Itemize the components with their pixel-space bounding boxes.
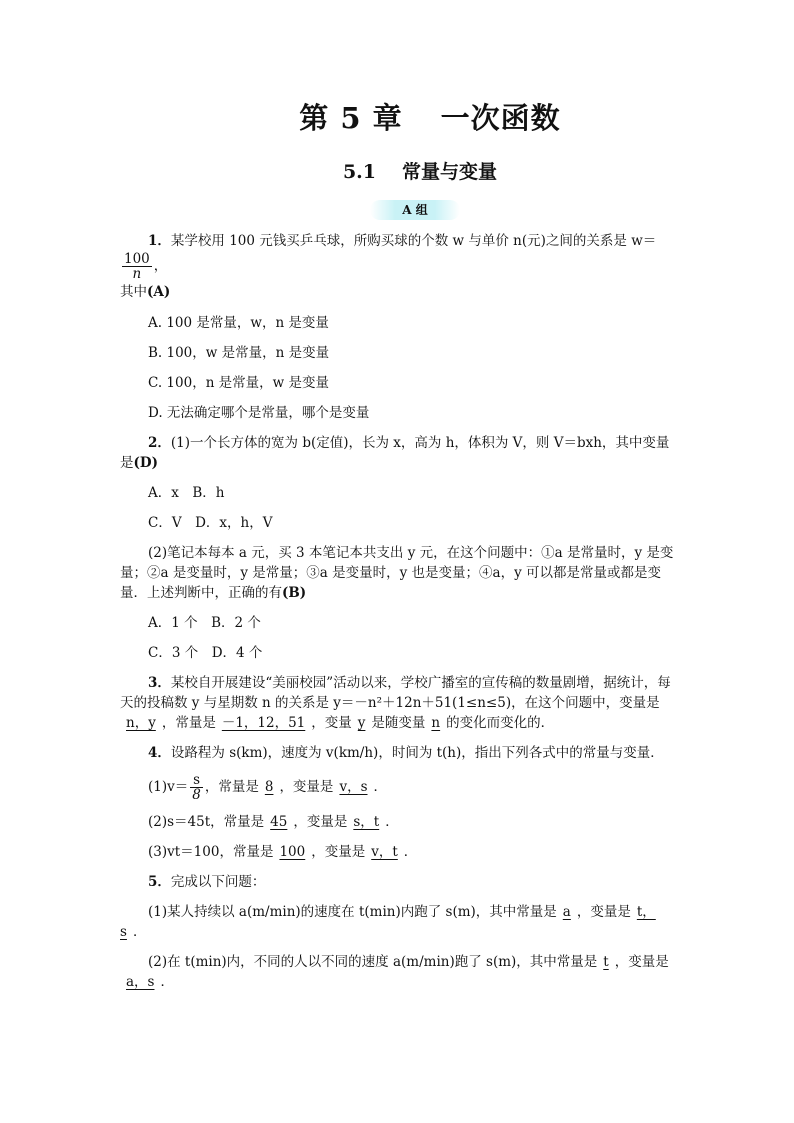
question-number: 3． [148,675,171,691]
option-row: A．1 个 B．2 个 [148,615,261,631]
answer-blank: －1，12，51 [221,715,306,731]
fraction-denominator: 8 [192,787,201,803]
question-4-part-1 [120,773,680,802]
fraction-denominator: n [132,266,142,282]
question-text: (1)某人持续以 a(m/min)的速度在 t(min)内跑了 s(m)，其中常量是 [148,904,557,920]
question-5 [120,872,680,892]
option-d: D. 无法确定哪个是常量，哪个是变量 [148,405,370,421]
question-text: (1)一个长方体的宽为 b(定值)，长为 x，高为 h，体积为 V，则 V＝bxh，其中变量是 [120,435,670,471]
option-row: C．3 个 D．4 个 [148,645,263,661]
question-text: 设路程为 s(km)，速度为 v(km/h)，时间为 t(h)，指出下列各式中的常量与变量． [170,745,664,761]
option-row: A．x B．h [148,485,225,501]
question-text: ． [132,924,147,940]
question-text: (3)vt＝100，常量是 [148,844,274,860]
fraction [190,773,203,802]
chapter-number: 第 5 章 [299,101,403,135]
question-number: 1． [148,233,171,249]
answer-blank: 45 [270,814,288,830]
section-number: 5.1 [342,161,377,183]
question-3 [120,673,680,733]
question-text: ． [373,779,387,795]
fraction [122,252,152,281]
question-number: 5． [148,874,171,890]
question-text: 的变化而变化的． [446,715,555,731]
question-number: 4． [148,745,171,761]
question-text: (2)笔记本每本 a 元，买 3 本笔记本共支出 y 元，在这个问题中：①a 是常量时，y 是变量；②a 是变量时，y 是常量；③a 是变量时，y 也是变量；④a，y 可以都是常量或都是变量．上述判断中，正确的有 [120,545,674,601]
question-text: ，变量是 [614,954,669,970]
question-text: ． [160,974,174,990]
question-text: (2)在 t(min)内，不同的人以不同的速度 a(m/min)跑了 s(m)，其中常量是 [148,954,598,970]
question-text: 某学校用 100 元钱买乒乓球，所购买球的个数 w 与单价 n(元)之间的关系是 w＝ [170,233,657,249]
answer-blank: t [603,954,609,970]
fraction-numerator: 100 [124,251,150,267]
question-text: ，变量是 [293,814,348,830]
option-c: C. 100，n 是常量，w 是变量 [148,375,330,391]
question-text: 某校自开展建设“美丽校园”活动以来，学校广播室的宣传稿的数量剧增，据统计，每天的投稿数 y 与星期数 n 的关系是 y＝－n²＋12n＋51(1≤n≤5)，在这个问题中，变量是 [120,675,671,711]
option-row: C．V D．x，h，V [148,515,273,531]
question-text: 是随变量 [371,715,426,731]
answer-blank: n [431,715,441,731]
question-text: ，变量是 [279,779,334,795]
question-text: 完成以下问题： [170,874,266,890]
question-2-part-1 [120,433,680,473]
question-2-part-2 [120,543,680,603]
question-text: ， [153,258,168,274]
question-4-part-2 [120,812,680,832]
answer-blank: 100 [279,844,306,860]
question-text: 其中 [120,284,147,300]
question-text: ，变量 [311,715,352,731]
answer-blank: t，s [120,904,656,940]
group-badge: A 组 [370,200,460,220]
answer-letter: (A) [147,284,171,300]
section-name: 常量与变量 [402,161,498,183]
question-5-part-2 [120,952,680,992]
option-a: A. 100 是常量，w，n 是变量 [148,315,329,331]
answer-blank: v，t [371,844,398,860]
question-text: ，变量是 [576,904,631,920]
question-text: ． [385,814,399,830]
question-text: (2)s＝45t，常量是 [148,814,265,830]
answer-blank: a，s [126,974,155,990]
answer-letter: (D) [133,455,158,471]
question-4 [120,743,680,763]
question-text: ，常量是 [204,779,259,795]
question-4-part-3 [120,842,680,862]
question-text: (1)v＝ [148,779,189,795]
question-text: ，常量是 [161,715,216,731]
fraction-numerator: s [190,773,203,788]
answer-blank: n，y [126,715,156,731]
question-1 [120,230,680,303]
answer-blank: v，s [339,779,368,795]
answer-blank: a [562,904,571,920]
section-heading [0,157,794,184]
chapter-name: 一次函数 [440,101,561,135]
question-number: 2． [148,435,171,451]
answer-blank: s，t [353,814,380,830]
answer-blank: 8 [264,779,274,795]
answer-letter: (B) [282,585,307,601]
question-text: ，变量是 [311,844,366,860]
question-list [120,230,680,1002]
answer-blank: y [357,715,366,731]
question-text: ． [403,844,418,860]
option-b: B. 100，w 是常量，n 是变量 [148,345,330,361]
question-5-part-1 [120,902,680,942]
chapter-heading [0,96,794,137]
